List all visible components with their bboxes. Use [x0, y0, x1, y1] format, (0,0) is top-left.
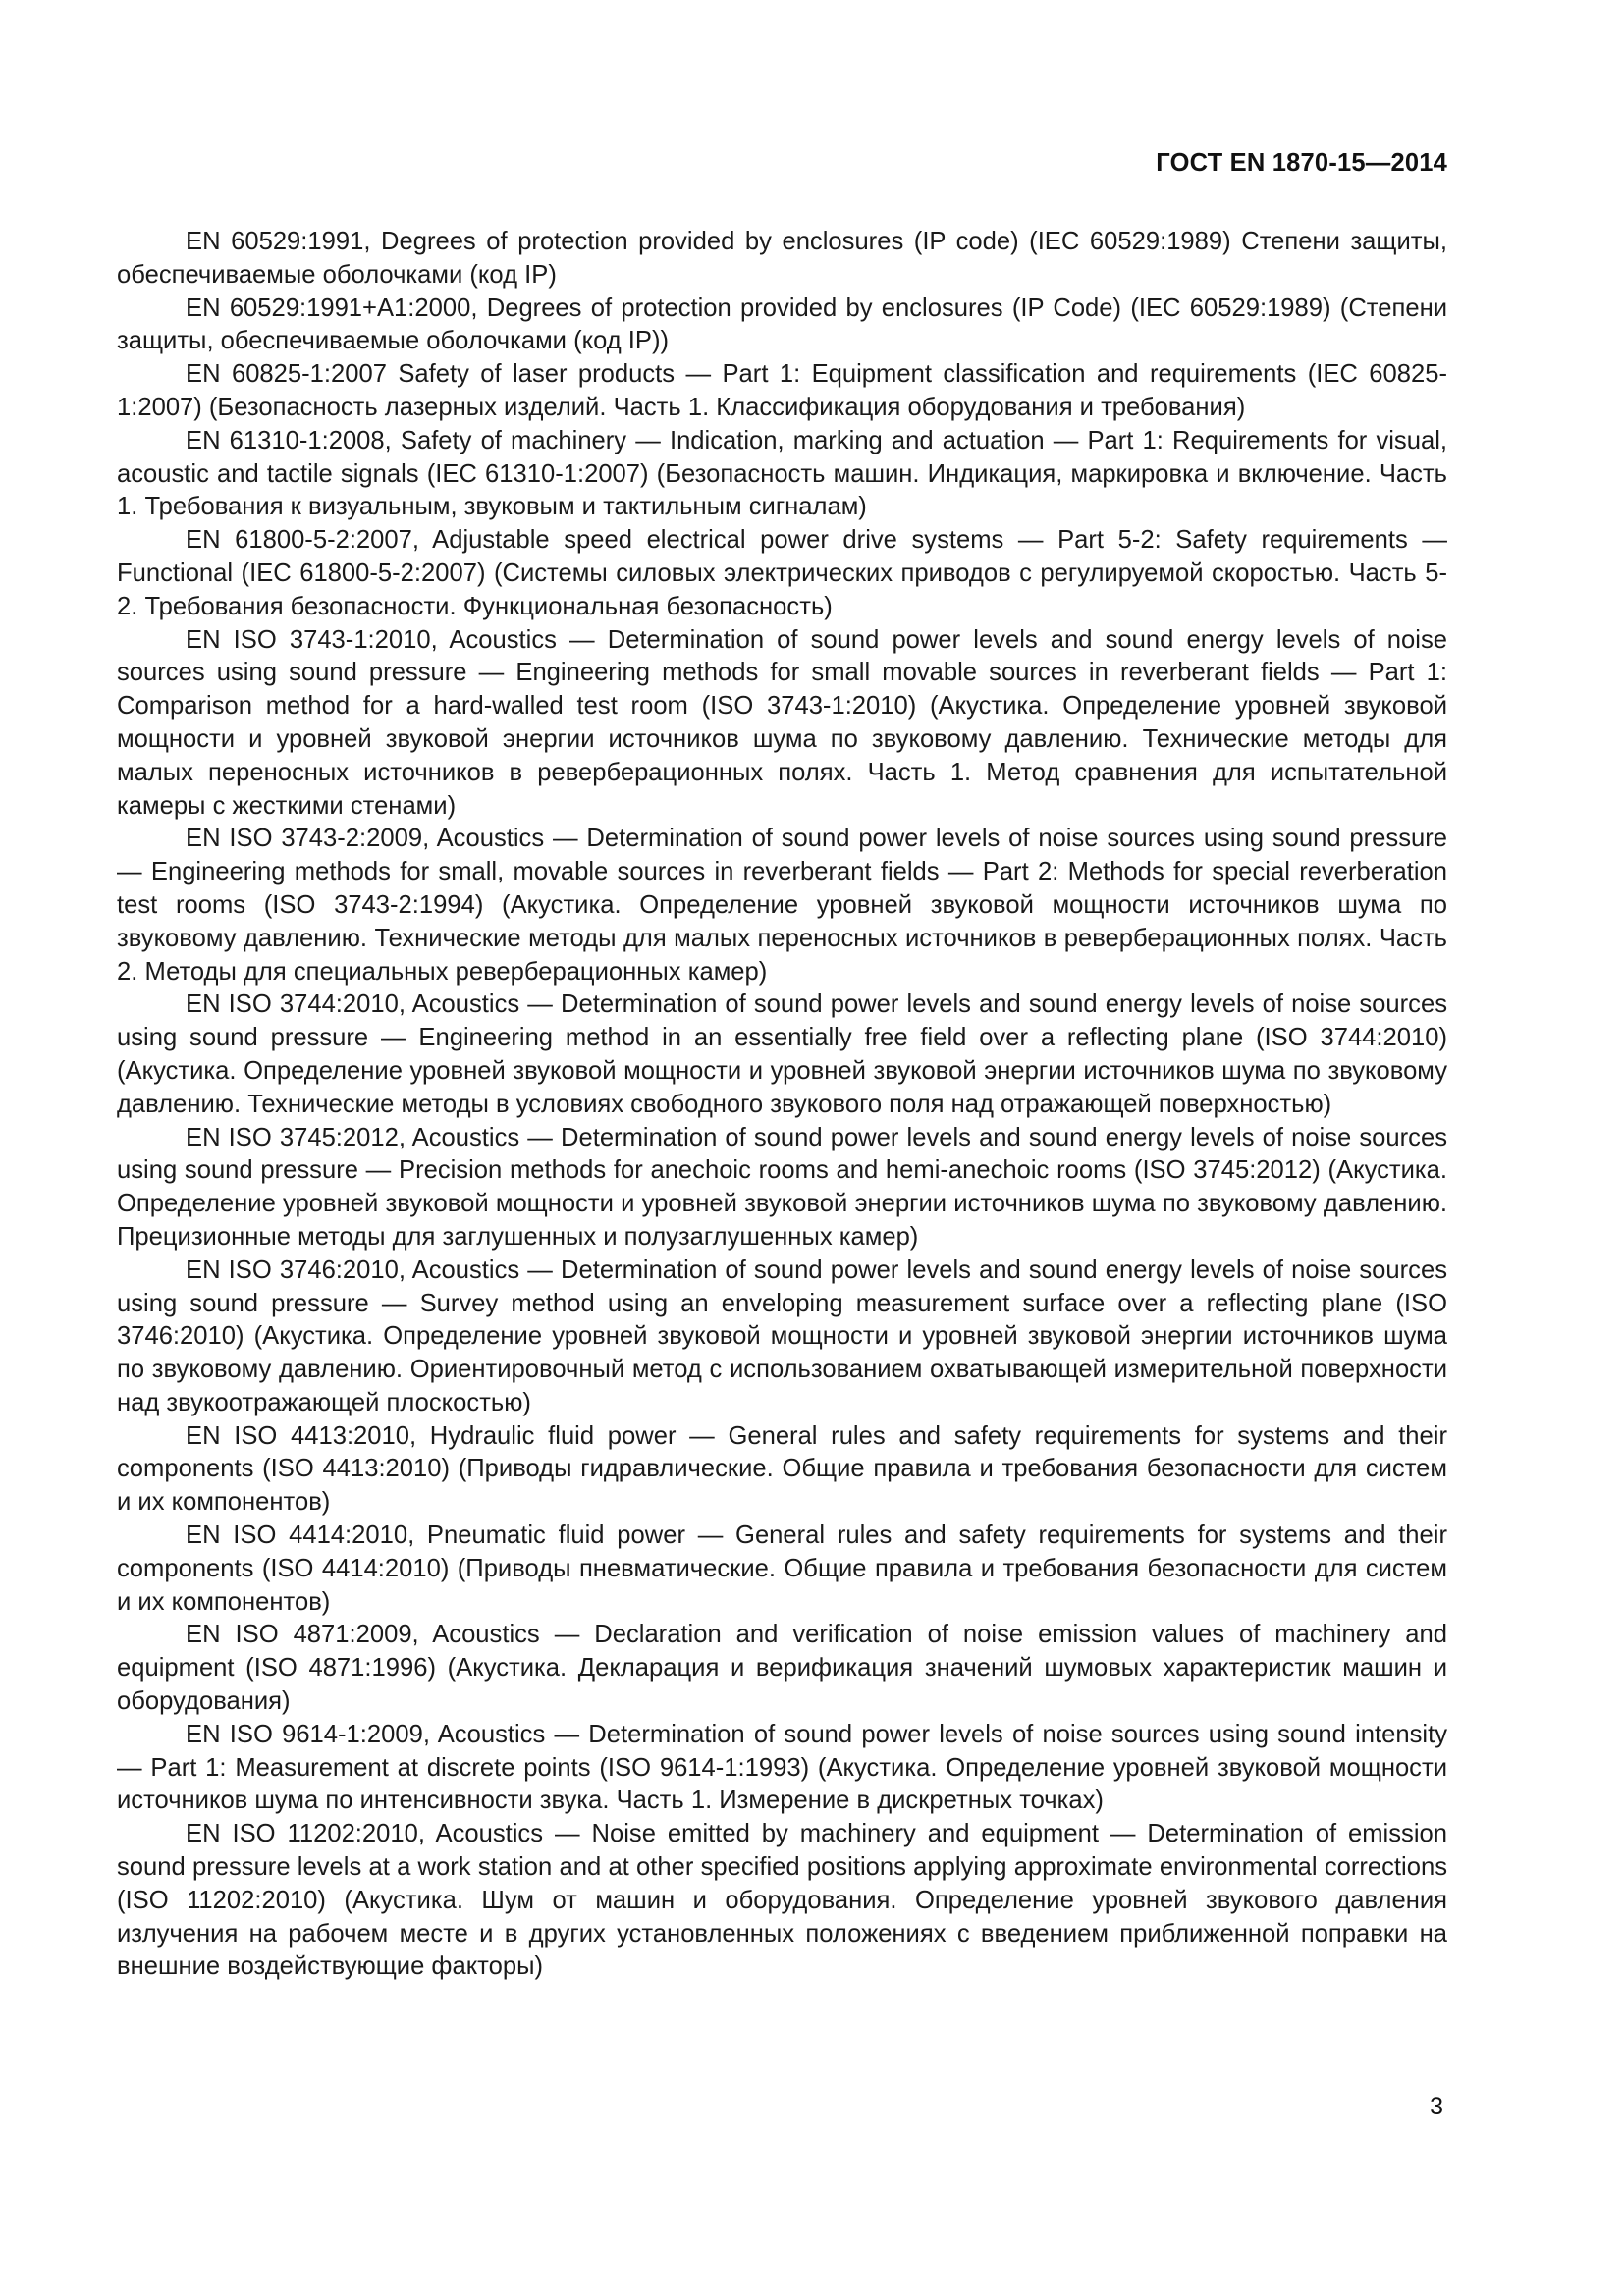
reference-entry: EN ISO 3745:2012, Acoustics — Determination of sound power levels and sound energy levels of noise sources using sound pressure — Precision methods for anechoic rooms and hemi-anechoic rooms (ISO 3745:2012) (Акустика. Определение уровней звуковой мощности и уровней звуковой энергии источников шума по звуковому давлению. Прецизионные методы для заглушенных и полузаглушенных камер): [117, 1123, 1447, 1251]
reference-entry: EN ISO 4414:2010, Pneumatic fluid power — General rules and safety requirements for systems and their components (ISO 4414:2010) (Приводы пневматические. Общие правила и требования безопасности для систем и их компонентов): [117, 1522, 1447, 1616]
reference-entry: EN 61800-5-2:2007, Adjustable speed electrical power drive systems — Part 5-2: Safety requirements — Functional (IEC 61800-5-2:2007) (Системы силовых электрических приводов с регулируемой скоростью. Часть 5-2. Требования безопасности. Функциональная безопасность): [117, 526, 1447, 620]
reference-entry: EN 60529:1991, Degrees of protection provided by enclosures (IP code) (IEC 60529:1989) Степени защиты, обеспечиваемые оболочками (код IP): [117, 228, 1447, 289]
reference-entry: EN 60529:1991+A1:2000, Degrees of protection provided by enclosures (IP Code) (IEC 60529:1989) (Степени защиты, обеспечиваемые оболочками (код IP)): [117, 294, 1447, 355]
reference-entry: EN 60825-1:2007 Safety of laser products — Part 1: Equipment classification and requirements (IEC 60825-1:2007) (Безопасность лазерных изделий. Часть 1. Классификация оборудования и требования): [117, 360, 1447, 421]
reference-entry: EN ISO 9614-1:2009, Acoustics — Determination of sound power levels of noise sources using sound intensity — Part 1: Measurement at discrete points (ISO 9614-1:1993) (Акустика. Определение уровней звуковой мощности источников шума по интенсивности звука. Часть 1. Измерение в дискретных точках): [117, 1720, 1447, 1815]
reference-entry: EN ISO 11202:2010, Acoustics — Noise emitted by machinery and equipment — Determination of emission sound pressure levels at a work station and at other specified positions applying approximate environmental corrections (ISO 11202:2010) (Акустика. Шум от машин и оборудования. Определение уровней звукового давления излучения на рабочем месте и в других установленных положениях с введением приближенной поправки на внешние воздействующие факторы): [117, 1820, 1447, 1981]
reference-entry: EN ISO 4871:2009, Acoustics — Declaration and verification of noise emission values of machinery and equipment (ISO 4871:1996) (Акустика. Декларация и верификация значений шумовых характеристик машин и оборудования): [117, 1621, 1447, 1716]
reference-entry: EN 61310-1:2008, Safety of machinery — Indication, marking and actuation — Part 1: Requirements for visual, acoustic and tactile signals (IEC 61310-1:2007) (Безопасность машин. Индикация, маркировка и включение. Часть 1. Требования к визуальным, звуковым и тактильным сигналам): [117, 426, 1447, 521]
reference-entry: EN ISO 3746:2010, Acoustics — Determination of sound power levels and sound energy levels of noise sources using sound pressure — Survey method using an enveloping measurement surface over a reflecting plane (ISO 3746:2010) (Акустика. Определение уровней звуковой мощности и уровней звуковой энергии источников шума по звуковому давлению. Ориентировочный метод с использованием охватывающей измерительной поверхности над звукоотражающей плоскостью): [117, 1255, 1447, 1416]
normative-references-list: [117, 226, 1447, 1984]
reference-entry: EN ISO 3743-1:2010, Acoustics — Determination of sound power levels and sound energy levels of noise sources using sound pressure — Engineering methods for small movable sources in reverberant fields — Part 1: Comparison method for a hard-walled test room (ISO 3743-1:2010) (Акустика. Определение уровней звуковой мощности и уровней звуковой энергии источников шума по звуковому давлению. Технические методы для малых переносных источников в реверберационных полях. Часть 1. Метод сравнения для испытательной камеры с жесткими стенами): [117, 625, 1447, 820]
reference-entry: EN ISO 4413:2010, Hydraulic fluid power — General rules and safety requirements for systems and their components (ISO 4413:2010) (Приводы гидравлические. Общие правила и требования безопасности для систем и их компонентов): [117, 1421, 1447, 1517]
reference-entry: EN ISO 3743-2:2009, Acoustics — Determination of sound power levels of noise sources using sound pressure — Engineering methods for small, movable sources in reverberant fields — Part 2: Methods for special reverberation test rooms (ISO 3743-2:1994) (Акустика. Определение уровней звуковой мощности источников шума по звуковому давлению. Технические методы для малых переносных источников в реверберационных полях. Часть 2. Методы для специальных реверберационных камер): [117, 825, 1447, 986]
page-number: 3: [1430, 2093, 1443, 2120]
standard-header: ГОСТ EN 1870-15—2014: [1156, 149, 1447, 177]
reference-entry: EN ISO 3744:2010, Acoustics — Determination of sound power levels and sound energy levels of noise sources using sound pressure — Engineering method in an essentially free field over a reflecting plane (ISO 3744:2010) (Акустика. Определение уровней звуковой мощности и уровней звуковой энергии источников шума по звуковому давлению. Технические методы в условиях свободного звукового поля над отражающей поверхностью): [117, 990, 1447, 1118]
